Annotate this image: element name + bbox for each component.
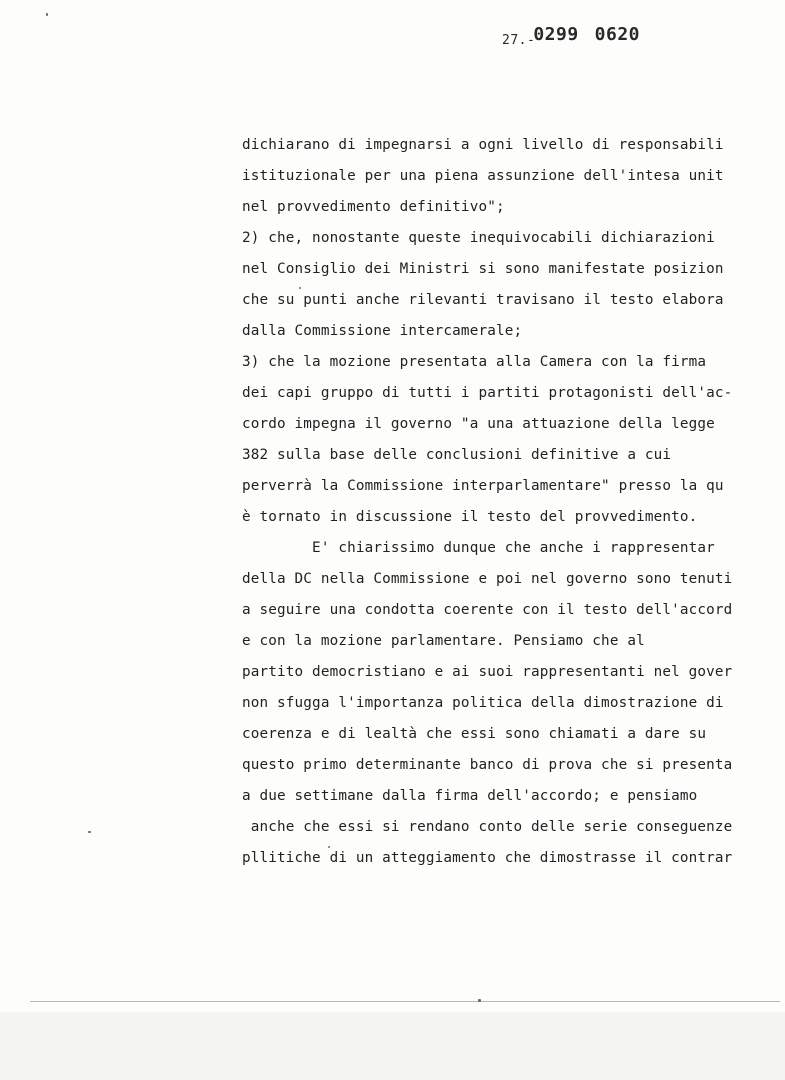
text-line: a due settimane dalla firma dell'accordo; e pensiamo [242, 788, 698, 804]
scan-speck [88, 831, 91, 833]
text-line: 3) che la mozione presentata alla Camera con la firma [242, 354, 707, 370]
text-line: e con la mozione parlamentare. Pensiamo che al [242, 633, 645, 649]
text-line: perverrà la Commissione interparlamentare" presso la qu [242, 478, 724, 494]
text-line: anche che essi si rendano conto delle serie conseguenze [242, 819, 733, 835]
text-line: a seguire una condotta coerente con il testo dell'accord [242, 602, 733, 618]
text-line: che su punti anche rilevanti travisano il testo elabora [242, 292, 724, 308]
text-line: cordo impegna il governo "a una attuazione della legge [242, 416, 715, 432]
text-line: 2) che, nonostante queste inequivocabili dichiarazioni [242, 230, 715, 246]
scan-speck [478, 999, 481, 1002]
text-line: E' chiarissimo dunque che anche i rappresentar [242, 540, 715, 556]
text-line: coerenza e di lealtà che essi sono chiamati a dare su [242, 726, 707, 742]
page-bottom-margin [0, 1012, 785, 1080]
bottom-rule [30, 1001, 780, 1002]
text-line: nel Consiglio dei Ministri si sono manifestate posizion [242, 261, 724, 277]
scan-speck [46, 13, 48, 16]
scan-speck [328, 846, 330, 848]
text-line: dichiarano di impegnarsi a ogni livello di responsabili [242, 137, 724, 153]
document-number-primary: 0299 [533, 24, 579, 45]
text-line: questo primo determinante banco di prova che si presenta [242, 757, 733, 773]
text-line: non sfugga l'importanza politica della dimostrazione di [242, 695, 724, 711]
text-line: 382 sulla base delle conclusioni definitive a cui [242, 447, 672, 463]
text-line: dalla Commissione intercamerale; [242, 323, 523, 339]
text-line: pllitiche di un atteggiamento che dimostrasse il contrar [242, 850, 733, 866]
page-reference: 27.- [502, 33, 536, 48]
scan-speck [299, 287, 301, 289]
text-line: dei capi gruppo di tutti i partiti protagonisti dell'ac- [242, 385, 733, 401]
text-line: della DC nella Commissione e poi nel governo sono tenuti [242, 571, 733, 587]
text-line: partito democristiano e ai suoi rappresentanti nel gover [242, 664, 733, 680]
page-header [502, 24, 641, 48]
document-number-secondary: 0620 [594, 24, 641, 45]
text-line: è tornato in discussione il testo del provvedimento. [242, 509, 698, 525]
text-line: nel provvedimento definitivo"; [242, 199, 505, 215]
text-line: istituzionale per una piena assunzione dell'intesa unit [242, 168, 724, 184]
